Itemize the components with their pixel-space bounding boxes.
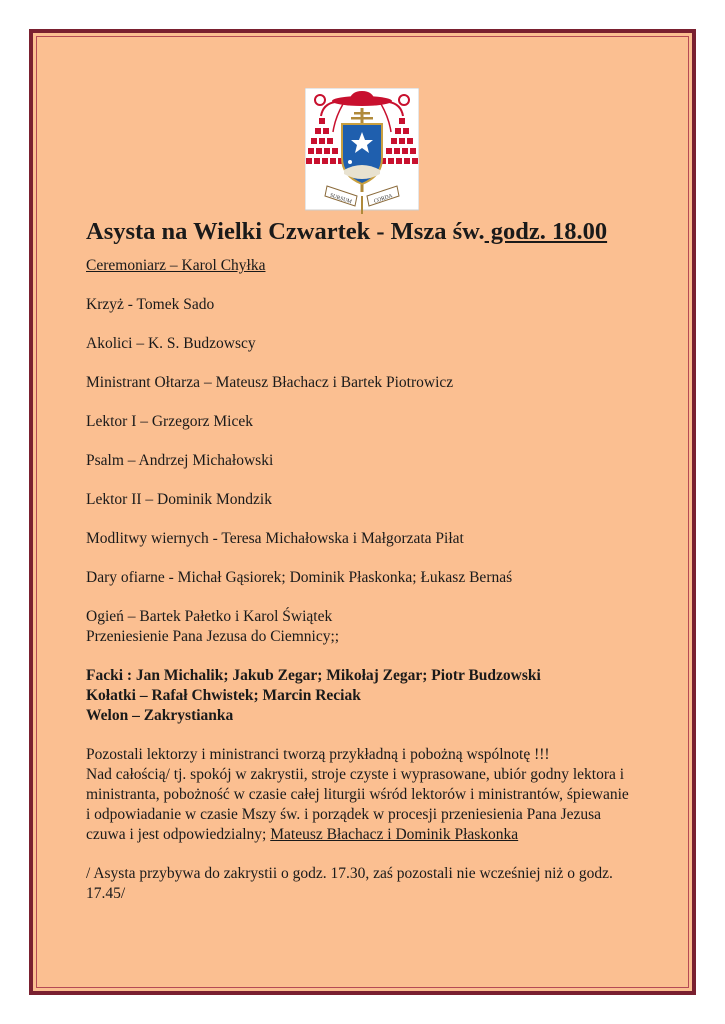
document-body: [86, 216, 646, 904]
coat-of-arms-icon: [305, 88, 419, 216]
lektor-1-line: Lektor I – Grzegorz Micek: [86, 413, 253, 430]
kolatki-line: Kołatki – Rafał Chwistek; Marcin Reciak: [86, 687, 361, 704]
krzyz-line: Krzyż - Tomek Sado: [86, 296, 215, 313]
arrival-note: / Asysta przybywa do zakrystii o godz. 17.30, zaś pozostali nie wcześniej niż o godz. 17.45/: [86, 865, 613, 902]
motto-left-text: SURSUM: [329, 192, 353, 206]
lektor-2-line: Lektor II – Dominik Mondzik: [86, 491, 272, 508]
title-time: godz. 18.00: [484, 218, 608, 245]
notes-community-line: Pozostali lektorzy i ministranci tworzą przykładną i pobożną wspólnotę !!!: [86, 746, 550, 763]
notes-responsibility-paragraph: [86, 765, 636, 845]
ogien-line: Ogień – Bartek Pałetko i Karol Świątek: [86, 608, 333, 625]
motto-right-text: CORDA: [373, 193, 394, 205]
przeniesienie-line: Przeniesienie Pana Jezusa do Ciemnicy;;: [86, 628, 340, 645]
title-part-2: Msza św.: [390, 218, 485, 245]
ceremoniarz-line: Ceremoniarz – Karol Chyłka: [86, 257, 266, 274]
welon-line: Welon – Zakrystianka: [86, 707, 234, 724]
psalm-line: Psalm – Andrzej Michałowski: [86, 452, 274, 469]
cardinal-coat-of-arms: [305, 88, 419, 216]
dary-line: Dary ofiarne - Michał Gąsiorek; Dominik Płaskonka; Łukasz Bernaś: [86, 569, 513, 586]
modlitwy-line: Modlitwy wiernych - Teresa Michałowska i Małgorzata Piłat: [86, 530, 464, 547]
page-title: [86, 216, 646, 248]
notes-responsible-names: Mateusz Błachacz i Dominik Płaskonka: [270, 826, 519, 843]
facki-line: Facki : Jan Michalik; Jakub Zegar; Mikołaj Zegar; Piotr Budzowski: [86, 667, 541, 684]
ministrant-line: Ministrant Ołtarza – Mateusz Błachacz i Bartek Piotrowicz: [86, 374, 454, 391]
notes-responsibility-text: Nad całością/ tj. spokój w zakrystii, stroje czyste i wyprasowane, ubiór godny lektora i ministranta, pobożność w czasie całej liturgii wśród lektorów i ministrantów, śpiewanie i odpowiadanie w czasie Mszy św. i porządek w procesji przeniesienia Pana Jezusa czuwa i jest odpowiedzialny;: [86, 766, 629, 843]
akolici-line: Akolici – K. S. Budzowscy: [86, 335, 256, 352]
title-part-1: Asysta na Wielki Czwartek -: [86, 218, 391, 245]
